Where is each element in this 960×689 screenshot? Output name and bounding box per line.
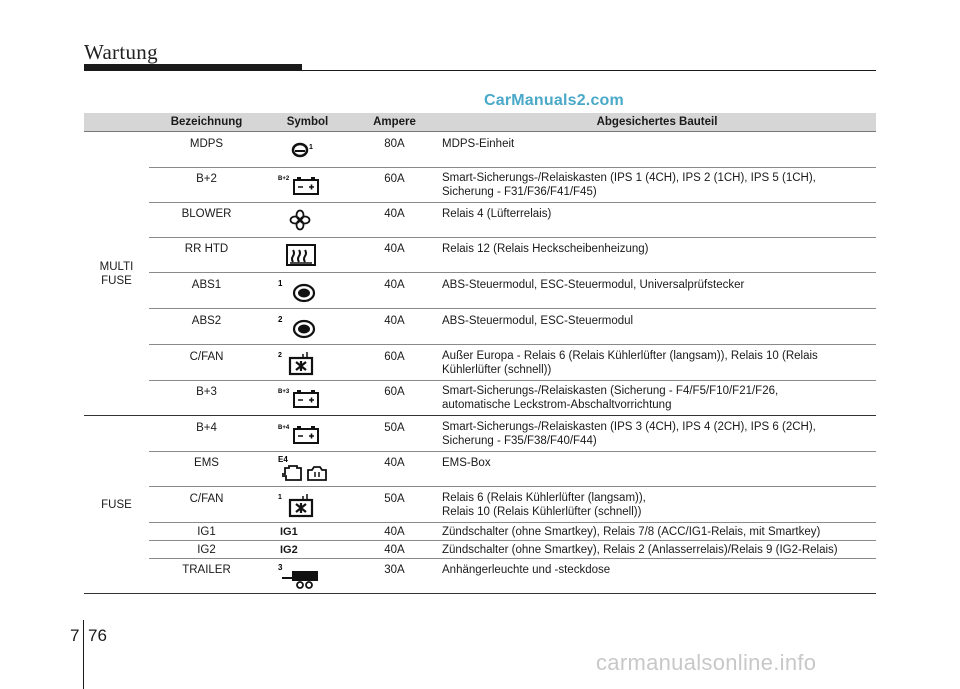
fuse-name: IG1	[197, 525, 216, 538]
trailer-icon	[264, 559, 351, 594]
protected-part: ABS-Steuermodul, ESC-Steuermodul	[442, 314, 634, 327]
ampere-value: 60A	[384, 386, 405, 398]
ampere-value: 40A	[384, 243, 405, 255]
svg-text:3: 3	[278, 563, 283, 572]
table-row	[84, 273, 876, 309]
protected-part: Relais 6 (Relais Kühlerlüfter (langsam)), Relais 10 (Relais Kühlerlüfter (schnell))	[438, 487, 876, 523]
protected-part: Anhängerleuchte und -steckdose	[442, 564, 611, 576]
svg-text:E4: E4	[278, 455, 288, 464]
battery-b4-icon	[264, 416, 351, 452]
watermark-bottom: carmanualsonline.info	[596, 650, 817, 675]
table-header-row	[84, 113, 876, 132]
group-label-multi-fuse: MULTI FUSE	[84, 132, 149, 416]
svg-text:B+3: B+3	[278, 389, 290, 395]
svg-text:B+4: B+4	[278, 424, 290, 431]
table-row	[84, 416, 876, 452]
table-row	[84, 523, 876, 541]
table-row	[84, 238, 876, 273]
header-ampere: Ampere	[351, 113, 438, 132]
footer-divider	[83, 620, 84, 689]
protected-part: Smart-Sicherungs-/Relaiskasten (IPS 1 (4CH), IPS 2 (1CH), IPS 5 (1CH), Sicherung - F31/F36/F41/F45)	[438, 168, 876, 203]
section-title: Wartung	[84, 40, 158, 64]
table-row	[84, 203, 876, 238]
table-row	[84, 132, 876, 168]
mdps-icon	[264, 132, 351, 168]
protected-part: Relais 4 (Lüfterrelais)	[442, 208, 552, 220]
abs2-icon	[264, 309, 351, 345]
protected-part: EMS-Box	[442, 457, 491, 469]
ampere-value: 60A	[384, 173, 405, 185]
fuse-name: C/FAN	[189, 492, 224, 505]
ampere-value: 80A	[384, 137, 405, 150]
ampere-value: 50A	[384, 421, 405, 434]
ampere-value: 50A	[384, 492, 405, 505]
cooling-fan-2-icon	[264, 345, 351, 381]
engine-ems-icon	[264, 452, 351, 487]
protected-part: Smart-Sicherungs-/Relaiskasten (Sicherung - F4/F5/F10/F21/F26, automatische Leckstrom-Abschaltvorrichtung	[438, 381, 876, 416]
fuse-name: TRAILER	[182, 564, 231, 576]
fuse-name: C/FAN	[189, 350, 224, 363]
fuse-name: RR HTD	[184, 243, 229, 255]
fuse-name: B+2	[196, 173, 217, 185]
protected-part: Smart-Sicherungs-/Relaiskasten (IPS 3 (4CH), IPS 4 (2CH), IPS 6 (2CH), Sicherung - F35/F38/F40/F44)	[438, 416, 876, 452]
fuse-name: MDPS	[149, 132, 264, 168]
battery-b2-icon	[264, 168, 351, 203]
ig1-icon: IG1	[264, 523, 351, 541]
page-number: 76	[88, 626, 107, 645]
protected-part: Außer Europa - Relais 6 (Relais Kühlerlüfter (langsam)), Relais 10 (Relais Kühlerlüfter (schnell))	[438, 345, 876, 381]
blower-fan-icon	[264, 203, 351, 238]
fuse-name: IG2	[197, 543, 216, 556]
ig2-icon: IG2	[264, 541, 351, 559]
ampere-value: 40A	[384, 457, 405, 469]
protected-part: Zündschalter (ohne Smartkey), Relais 7/8 (ACC/IG1-Relais, mit Smartkey)	[442, 525, 821, 538]
cooling-fan-1-icon	[264, 487, 351, 523]
table-row	[84, 168, 876, 203]
ampere-value: 40A	[384, 525, 405, 538]
svg-text:B+2: B+2	[278, 176, 290, 182]
group-label-fuse: FUSE	[84, 416, 149, 594]
ampere-value: 60A	[384, 350, 405, 363]
ampere-value: 40A	[384, 278, 405, 291]
header-group-cell	[84, 113, 149, 132]
header-symbol: Symbol	[264, 113, 351, 132]
table-row	[84, 541, 876, 559]
table-row	[84, 487, 876, 523]
svg-text:1: 1	[278, 278, 283, 288]
ampere-value: 40A	[384, 543, 405, 556]
fuse-name: BLOWER	[181, 208, 232, 220]
fuse-name: B+3	[196, 386, 217, 398]
table-row	[84, 345, 876, 381]
protected-part: ABS-Steuermodul, ESC-Steuermodul, Universalprüfstecker	[442, 278, 745, 291]
battery-b3-icon	[264, 381, 351, 416]
watermark-top: CarManuals2.com	[484, 92, 624, 109]
fuse-table	[84, 113, 876, 594]
fuse-name: B+4	[196, 421, 217, 434]
fuse-name: ABS2	[191, 314, 222, 327]
svg-text:1: 1	[278, 493, 282, 501]
abs1-icon	[264, 273, 351, 309]
table-row	[84, 309, 876, 345]
protected-part: MDPS-Einheit	[442, 137, 515, 150]
svg-text:1: 1	[309, 143, 313, 151]
protected-part: Relais 12 (Relais Heckscheibenheizung)	[442, 243, 649, 255]
svg-text:2: 2	[278, 314, 283, 324]
svg-text:2: 2	[278, 351, 282, 359]
header-bezeichnung: Bezeichnung	[149, 113, 264, 132]
table-row	[84, 381, 876, 416]
header-bauteil: Abgesichertes Bauteil	[438, 113, 876, 132]
rear-defrost-icon	[264, 238, 351, 273]
fuse-name: ABS1	[191, 278, 222, 291]
ampere-value: 30A	[384, 564, 405, 576]
header-rule	[84, 70, 876, 71]
section-number: 7	[70, 626, 80, 645]
fuse-name: EMS	[194, 457, 219, 469]
ampere-value: 40A	[384, 314, 405, 327]
table-row	[84, 452, 876, 487]
table-row	[84, 559, 876, 594]
ampere-value: 40A	[384, 208, 405, 220]
protected-part: Zündschalter (ohne Smartkey), Relais 2 (Anlasserrelais)/Relais 9 (IG2-Relais)	[442, 543, 838, 556]
